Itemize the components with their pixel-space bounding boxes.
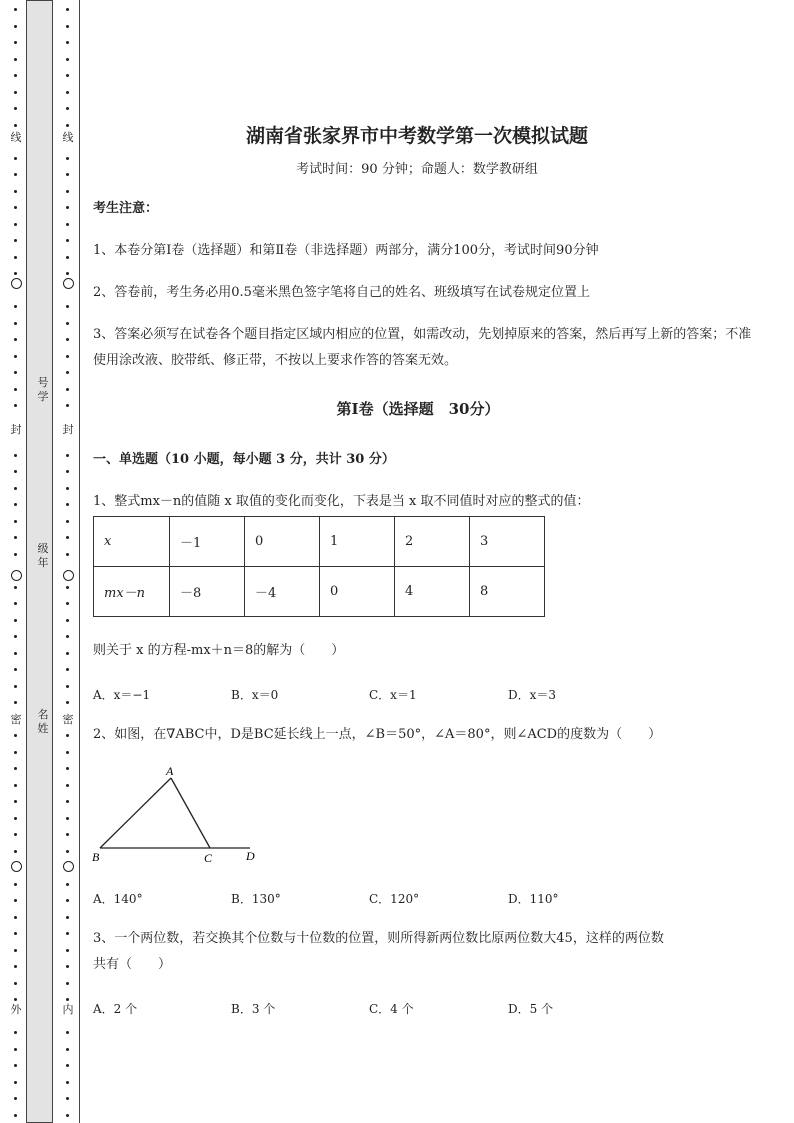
cut-line-dot: [14, 206, 17, 209]
cut-line-dot: [66, 586, 69, 589]
cut-line-dot: [14, 619, 17, 622]
table-cell: 4: [395, 567, 470, 617]
cut-line-dot: [14, 25, 17, 28]
section-title: 第Ⅰ卷（选择题 30分）: [336, 400, 500, 418]
binding-hole-ring: [63, 861, 74, 872]
outer-margin-char: 外: [10, 1003, 22, 1016]
q3-option-d[interactable]: D．5 个: [508, 1002, 554, 1016]
q2-stem: 2、如图，在∇ABC中，D是BC延长线上一点，∠B＝50°，∠A＝80°，则∠ACD的度数为（ ）: [93, 727, 662, 742]
cut-line-dot: [14, 932, 17, 935]
cut-line-dot: [14, 338, 17, 341]
q3-option-c[interactable]: C．4 个: [369, 1002, 414, 1016]
q1-option-a[interactable]: A．x＝−1: [93, 688, 151, 702]
cut-line-dot: [14, 982, 17, 985]
cut-line-dot: [14, 124, 17, 127]
label-c: C: [204, 851, 213, 865]
cut-line-dot: [14, 239, 17, 242]
table-cell: －4: [245, 567, 320, 617]
cut-line-dot: [66, 1064, 69, 1067]
cut-line-dot: [66, 817, 69, 820]
cut-line-dot: [66, 833, 69, 836]
cut-line-dot: [66, 734, 69, 737]
cut-line-dot: [66, 322, 69, 325]
cut-line-dot: [14, 58, 17, 61]
table-cell: 8: [470, 567, 545, 617]
cut-line-dot: [14, 751, 17, 754]
cut-line-dot: [66, 41, 69, 44]
cut-line-dot: [14, 1097, 17, 1100]
cut-line-dot: [14, 1064, 17, 1067]
exam-subtitle: 考试时间：90 分钟；命题人：数学教研组: [296, 162, 538, 177]
cut-line-dot: [14, 1048, 17, 1051]
cut-line-dot: [66, 652, 69, 655]
cut-line-dot: [66, 107, 69, 110]
cut-line-dot: [14, 322, 17, 325]
inner-border-line: [79, 0, 80, 1123]
table-cell: 2: [395, 517, 470, 567]
cut-line-dot: [66, 305, 69, 308]
line-ab: [100, 778, 171, 848]
value-table: [93, 516, 545, 617]
cut-line-dot: [14, 899, 17, 902]
cut-line-dot: [66, 256, 69, 259]
q3-option-b[interactable]: B．3 个: [231, 1002, 276, 1016]
inner-margin-char: 密: [62, 713, 74, 726]
cut-line-dot: [14, 635, 17, 638]
cut-line-dot: [14, 256, 17, 259]
cut-line-dot: [14, 91, 17, 94]
cut-line-dot: [66, 701, 69, 704]
q1-option-c[interactable]: C．x＝1: [369, 688, 417, 702]
part-heading: 一、单选题（10 小题，每小题 3 分，共计 30 分）: [93, 452, 395, 467]
triangle-figure: [90, 760, 270, 870]
cut-line-dot: [14, 833, 17, 836]
cut-line-dot: [66, 520, 69, 523]
notice-item-1: 1、本卷分第Ⅰ卷（选择题）和第Ⅱ卷（非选择题）两部分，满分100分，考试时间90分钟: [93, 243, 599, 258]
q1-option-d[interactable]: D．x＝3: [508, 688, 557, 702]
inner-margin-char: 封: [62, 423, 74, 436]
q3-stem-line1: 3、一个两位数，若交换其个位数与十位数的位置，则所得新两位数比原两位数大45，这样的两位数: [93, 931, 664, 946]
binding-hole-ring: [63, 278, 74, 289]
table-cell: 1: [320, 517, 395, 567]
cut-line-dot: [66, 800, 69, 803]
cut-line-dot: [66, 949, 69, 952]
cut-line-dot: [14, 41, 17, 44]
q2-option-a[interactable]: A．140°: [93, 892, 143, 906]
cut-line-dot: [66, 272, 69, 275]
cut-line-dot: [66, 190, 69, 193]
cut-line-dot: [66, 784, 69, 787]
cut-line-dot: [66, 1114, 69, 1117]
cut-line-dot: [14, 107, 17, 110]
cut-line-dot: [66, 619, 69, 622]
cut-line-dot: [14, 371, 17, 374]
cut-line-dot: [14, 949, 17, 952]
cut-line-dot: [14, 74, 17, 77]
cut-line-dot: [66, 223, 69, 226]
cut-line-dot: [14, 8, 17, 11]
cut-line-dot: [66, 916, 69, 919]
inner-margin-char: 线: [62, 131, 74, 144]
cut-line-dot: [66, 685, 69, 688]
cut-line-dot: [66, 1081, 69, 1084]
outer-margin-char: 密: [10, 713, 22, 726]
binding-hole-ring: [11, 861, 22, 872]
cut-line-dot: [14, 850, 17, 853]
cut-line-dot: [14, 1031, 17, 1034]
cut-line-dot: [66, 932, 69, 935]
cut-line-dot: [66, 239, 69, 242]
cut-line-dot: [66, 965, 69, 968]
cut-line-dot: [14, 668, 17, 671]
cut-line-dot: [14, 965, 17, 968]
binding-hole-ring: [11, 570, 22, 581]
cut-line-dot: [66, 602, 69, 605]
q3-option-a[interactable]: A．2 个: [93, 1002, 138, 1016]
outer-margin-char: 线: [10, 131, 22, 144]
cut-line-dot: [66, 1048, 69, 1051]
cut-line-dot: [14, 701, 17, 704]
cut-line-dot: [66, 1031, 69, 1034]
cut-line-dot: [14, 520, 17, 523]
student-id-label: 号学: [37, 376, 49, 403]
q2-option-b[interactable]: B．130°: [231, 892, 281, 906]
outer-margin-char: 封: [10, 423, 22, 436]
cut-line-dot: [14, 817, 17, 820]
cut-line-dot: [66, 850, 69, 853]
cut-line-dot: [66, 404, 69, 407]
notice-heading: 考生注意：: [93, 201, 159, 216]
table-cell: 3: [470, 517, 545, 567]
cut-line-dot: [66, 767, 69, 770]
q2-option-d[interactable]: D．110°: [508, 892, 559, 906]
table-cell: x: [94, 517, 170, 567]
cut-line-dot: [14, 157, 17, 160]
cut-line-dot: [14, 1081, 17, 1084]
cut-line-dot: [14, 503, 17, 506]
table-cell: －1: [170, 517, 245, 567]
cut-line-dot: [14, 916, 17, 919]
q1-stem: 1、整式mx－n的值随 x 取值的变化而变化，下表是当 x 取不同值时对应的整式的值：: [93, 494, 590, 509]
cut-line-dot: [66, 157, 69, 160]
cut-line-dot: [66, 173, 69, 176]
cut-line-dot: [66, 899, 69, 902]
table-cell: －8: [170, 567, 245, 617]
cut-line-dot: [66, 91, 69, 94]
cut-line-dot: [14, 223, 17, 226]
q2-option-c[interactable]: C．120°: [369, 892, 420, 906]
exam-title: 湖南省张家界市中考数学第一次模拟试题: [245, 125, 588, 147]
cut-line-dot: [66, 883, 69, 886]
cut-line-dot: [14, 355, 17, 358]
table-row: [94, 517, 545, 567]
table-cell: mx－n: [94, 567, 170, 617]
cut-line-dot: [14, 602, 17, 605]
cut-line-dot: [14, 173, 17, 176]
cut-line-dot: [14, 734, 17, 737]
cut-line-dot: [66, 355, 69, 358]
cut-line-dot: [14, 767, 17, 770]
cut-line-dot: [14, 883, 17, 886]
outer-dotted-line: [11, 0, 21, 1123]
cut-line-dot: [14, 470, 17, 473]
notice-item-2: 2、答卷前，考生务必用0.5毫米黑色签字笔将自己的姓名、班级填写在试卷规定位置上: [93, 285, 590, 300]
cut-line-dot: [14, 784, 17, 787]
cut-line-dot: [14, 685, 17, 688]
label-b: B: [92, 850, 100, 864]
line-ac: [171, 778, 210, 848]
cut-line-dot: [66, 998, 69, 1001]
cut-line-dot: [66, 8, 69, 11]
cut-line-dot: [14, 272, 17, 275]
student-id-field: [37, 376, 49, 404]
cut-line-dot: [66, 487, 69, 490]
cut-line-dot: [14, 536, 17, 539]
cut-line-dot: [66, 206, 69, 209]
notice-item-3: 3、答案必须写在试卷各个题目指定区域内相应的位置，如需改动，先划掉原来的答案，然后再写上新的答案；不准使用涂改液、胶带纸、修正带，不按以上要求作答的答案无效。: [93, 327, 752, 368]
table-cell: 0: [320, 567, 395, 617]
cut-line-dot: [66, 536, 69, 539]
cut-line-dot: [14, 404, 17, 407]
cut-line-dot: [14, 454, 17, 457]
cut-line-dot: [66, 982, 69, 985]
cut-line-dot: [14, 487, 17, 490]
cut-line-dot: [66, 124, 69, 127]
cut-line-dot: [14, 190, 17, 193]
name-label: 名姓: [37, 708, 49, 735]
grade-label: 级年: [37, 542, 49, 569]
cut-line-dot: [66, 371, 69, 374]
cut-line-dot: [66, 454, 69, 457]
cut-line-dot: [14, 998, 17, 1001]
cut-line-dot: [66, 668, 69, 671]
cut-line-dot: [14, 553, 17, 556]
name-field: [37, 708, 49, 736]
q1-option-b[interactable]: B．x＝0: [231, 688, 279, 702]
label-d: D: [246, 849, 255, 863]
table-row: [94, 567, 545, 617]
cut-line-dot: [14, 586, 17, 589]
binding-hole-ring: [63, 570, 74, 581]
inner-margin-char: 内: [62, 1003, 74, 1016]
binding-hole-ring: [11, 278, 22, 289]
table-cell: 0: [245, 517, 320, 567]
q3-stem-line2: 共有（ ）: [93, 957, 172, 972]
cut-line-dot: [66, 388, 69, 391]
inner-dotted-line: [63, 0, 73, 1123]
cut-line-dot: [66, 74, 69, 77]
cut-line-dot: [66, 470, 69, 473]
cut-line-dot: [66, 553, 69, 556]
cut-line-dot: [66, 25, 69, 28]
cut-line-dot: [66, 635, 69, 638]
cut-line-dot: [66, 58, 69, 61]
grade-field: [37, 542, 49, 570]
cut-line-dot: [14, 800, 17, 803]
cut-line-dot: [14, 1114, 17, 1117]
cut-line-dot: [14, 388, 17, 391]
cut-line-dot: [66, 503, 69, 506]
label-a: A: [166, 764, 174, 778]
q1-question: 则关于 x 的方程-mx＋n＝8的解为（ ）: [93, 643, 345, 658]
cut-line-dot: [66, 338, 69, 341]
cut-line-dot: [66, 1097, 69, 1100]
cut-line-dot: [14, 305, 17, 308]
cut-line-dot: [66, 751, 69, 754]
cut-line-dot: [14, 652, 17, 655]
